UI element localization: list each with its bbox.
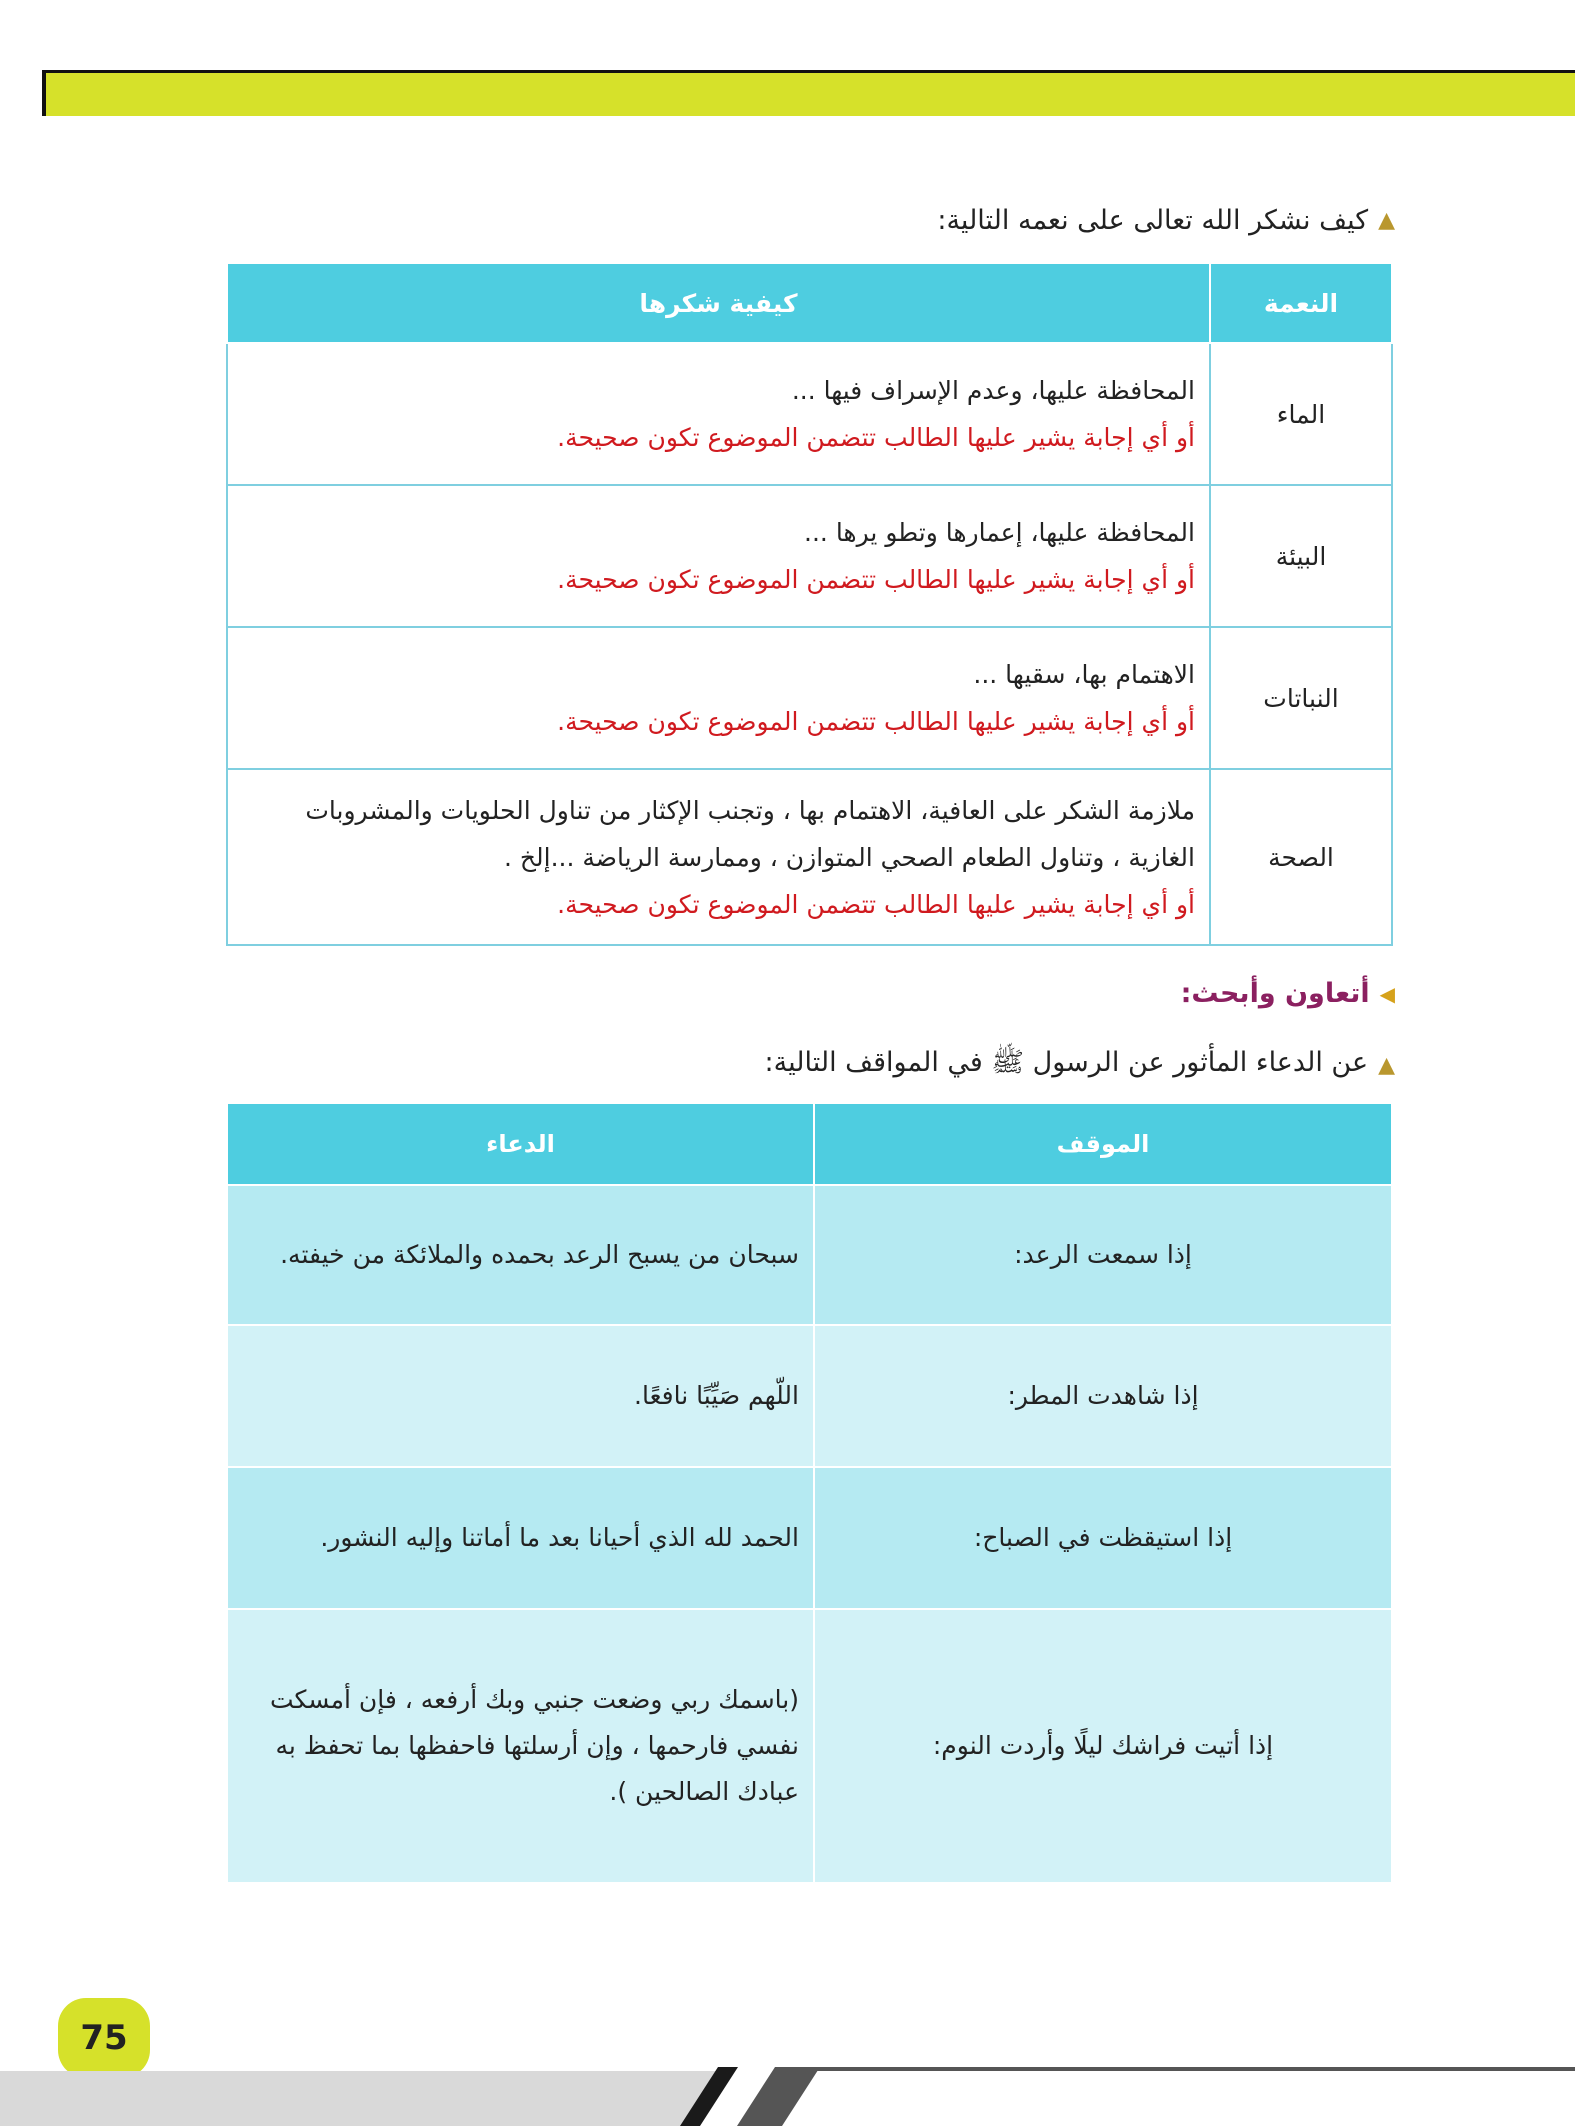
table-row xyxy=(227,1609,1392,1883)
top-accent-bar xyxy=(42,70,1575,116)
answer-note: أو أي إجابة يشير عليها الطالب تتضمن الموضوع تكون صحيحة. xyxy=(557,889,1195,919)
blessing-cell: البيئة xyxy=(1210,485,1392,627)
blessings-table xyxy=(226,262,1393,946)
dua-cell: اللّهم صَيِّبًا نافعًا. xyxy=(227,1325,814,1467)
table-row xyxy=(227,1325,1392,1467)
footer-line xyxy=(810,2067,1575,2071)
header-situation: الموقف xyxy=(814,1103,1392,1185)
footer-gray-band xyxy=(0,2071,725,2126)
header-blessing: النعمة xyxy=(1210,263,1392,343)
footer-decoration xyxy=(0,2065,1575,2126)
table-row xyxy=(227,343,1392,485)
dua-cell: الحمد لله الذي أحيانا بعد ما أماتنا وإليه النشور. xyxy=(227,1467,814,1609)
page-number: 75 xyxy=(58,1998,150,2078)
table-header-row xyxy=(227,1103,1392,1185)
answer-text: المحافظة عليها، إعمارها وتطو يرها ... xyxy=(804,518,1195,547)
answer-text: الاهتمام بها، سقيها ... xyxy=(973,660,1195,689)
dua-cell: (باسمك ربي وضعت جنبي وبك أرفعه ، فإن أمسكت نفسي فارحمها ، وإن أرسلتها فاحفظها بما تحفظ به عبادك الصالحين ). xyxy=(227,1609,814,1883)
header-how: كيفية شكرها xyxy=(227,263,1210,343)
table-header-row xyxy=(227,263,1392,343)
table-row xyxy=(227,769,1392,945)
answer-cell xyxy=(227,627,1210,769)
answer-cell xyxy=(227,485,1210,627)
blessing-cell: الصحة xyxy=(1210,769,1392,945)
situation-cell: إذا استيقظت في الصباح: xyxy=(814,1467,1392,1609)
subheading xyxy=(1181,978,1395,1009)
answer-note: أو أي إجابة يشير عليها الطالب تتضمن الموضوع تكون صحيحة. xyxy=(557,565,1195,594)
question-1 xyxy=(937,205,1395,236)
answer-cell xyxy=(227,343,1210,485)
dua-cell: سبحان من يسبح الرعد بحمده والملائكة من خيفته. xyxy=(227,1185,814,1325)
header-dua: الدعاء xyxy=(227,1103,814,1185)
situation-cell: إذا أتيت فراشك ليلًا وأردت النوم: xyxy=(814,1609,1392,1883)
duas-table xyxy=(226,1102,1393,1884)
table-row xyxy=(227,1185,1392,1325)
subheading-text: أتعاون وأبحث: xyxy=(1180,978,1370,1009)
blessing-cell: الماء xyxy=(1210,343,1392,485)
bullet-icon: ▲ xyxy=(1378,1052,1395,1078)
answer-note: أو أي إجابة يشير عليها الطالب تتضمن الموضوع تكون صحيحة. xyxy=(557,707,1195,736)
table-row xyxy=(227,485,1392,627)
footer-stripe-2 xyxy=(737,2067,820,2126)
bullet-icon: ▲ xyxy=(1378,208,1395,233)
situation-cell: إذا سمعت الرعد: xyxy=(814,1185,1392,1325)
table-row xyxy=(227,627,1392,769)
situation-cell: إذا شاهدت المطر: xyxy=(814,1325,1392,1467)
answer-text: ملازمة الشكر على العافية، الاهتمام بها ، وتجنب الإكثار من تناول الحلويات والمشروبات الغازية ، وتناول الطعام الصحي المتوازن ، وممارسة الرياضة ...إلخ . xyxy=(305,795,1195,872)
question-1-text: كيف نشكر الله تعالى على نعمه التالية: xyxy=(937,205,1369,236)
question-2 xyxy=(765,1045,1395,1085)
answer-cell xyxy=(227,769,1210,945)
arrow-icon: ◀ xyxy=(1379,981,1395,1006)
blessing-cell: النباتات xyxy=(1210,627,1392,769)
answer-note: أو أي إجابة يشير عليها الطالب تتضمن الموضوع تكون صحيحة. xyxy=(557,423,1195,452)
table-row xyxy=(227,1467,1392,1609)
answer-text: المحافظة عليها، وعدم الإسراف فيها ... xyxy=(791,376,1195,405)
question-2-text: عن الدعاء المأثور عن الرسول ﷺ في المواقف التالية: xyxy=(764,1047,1369,1078)
